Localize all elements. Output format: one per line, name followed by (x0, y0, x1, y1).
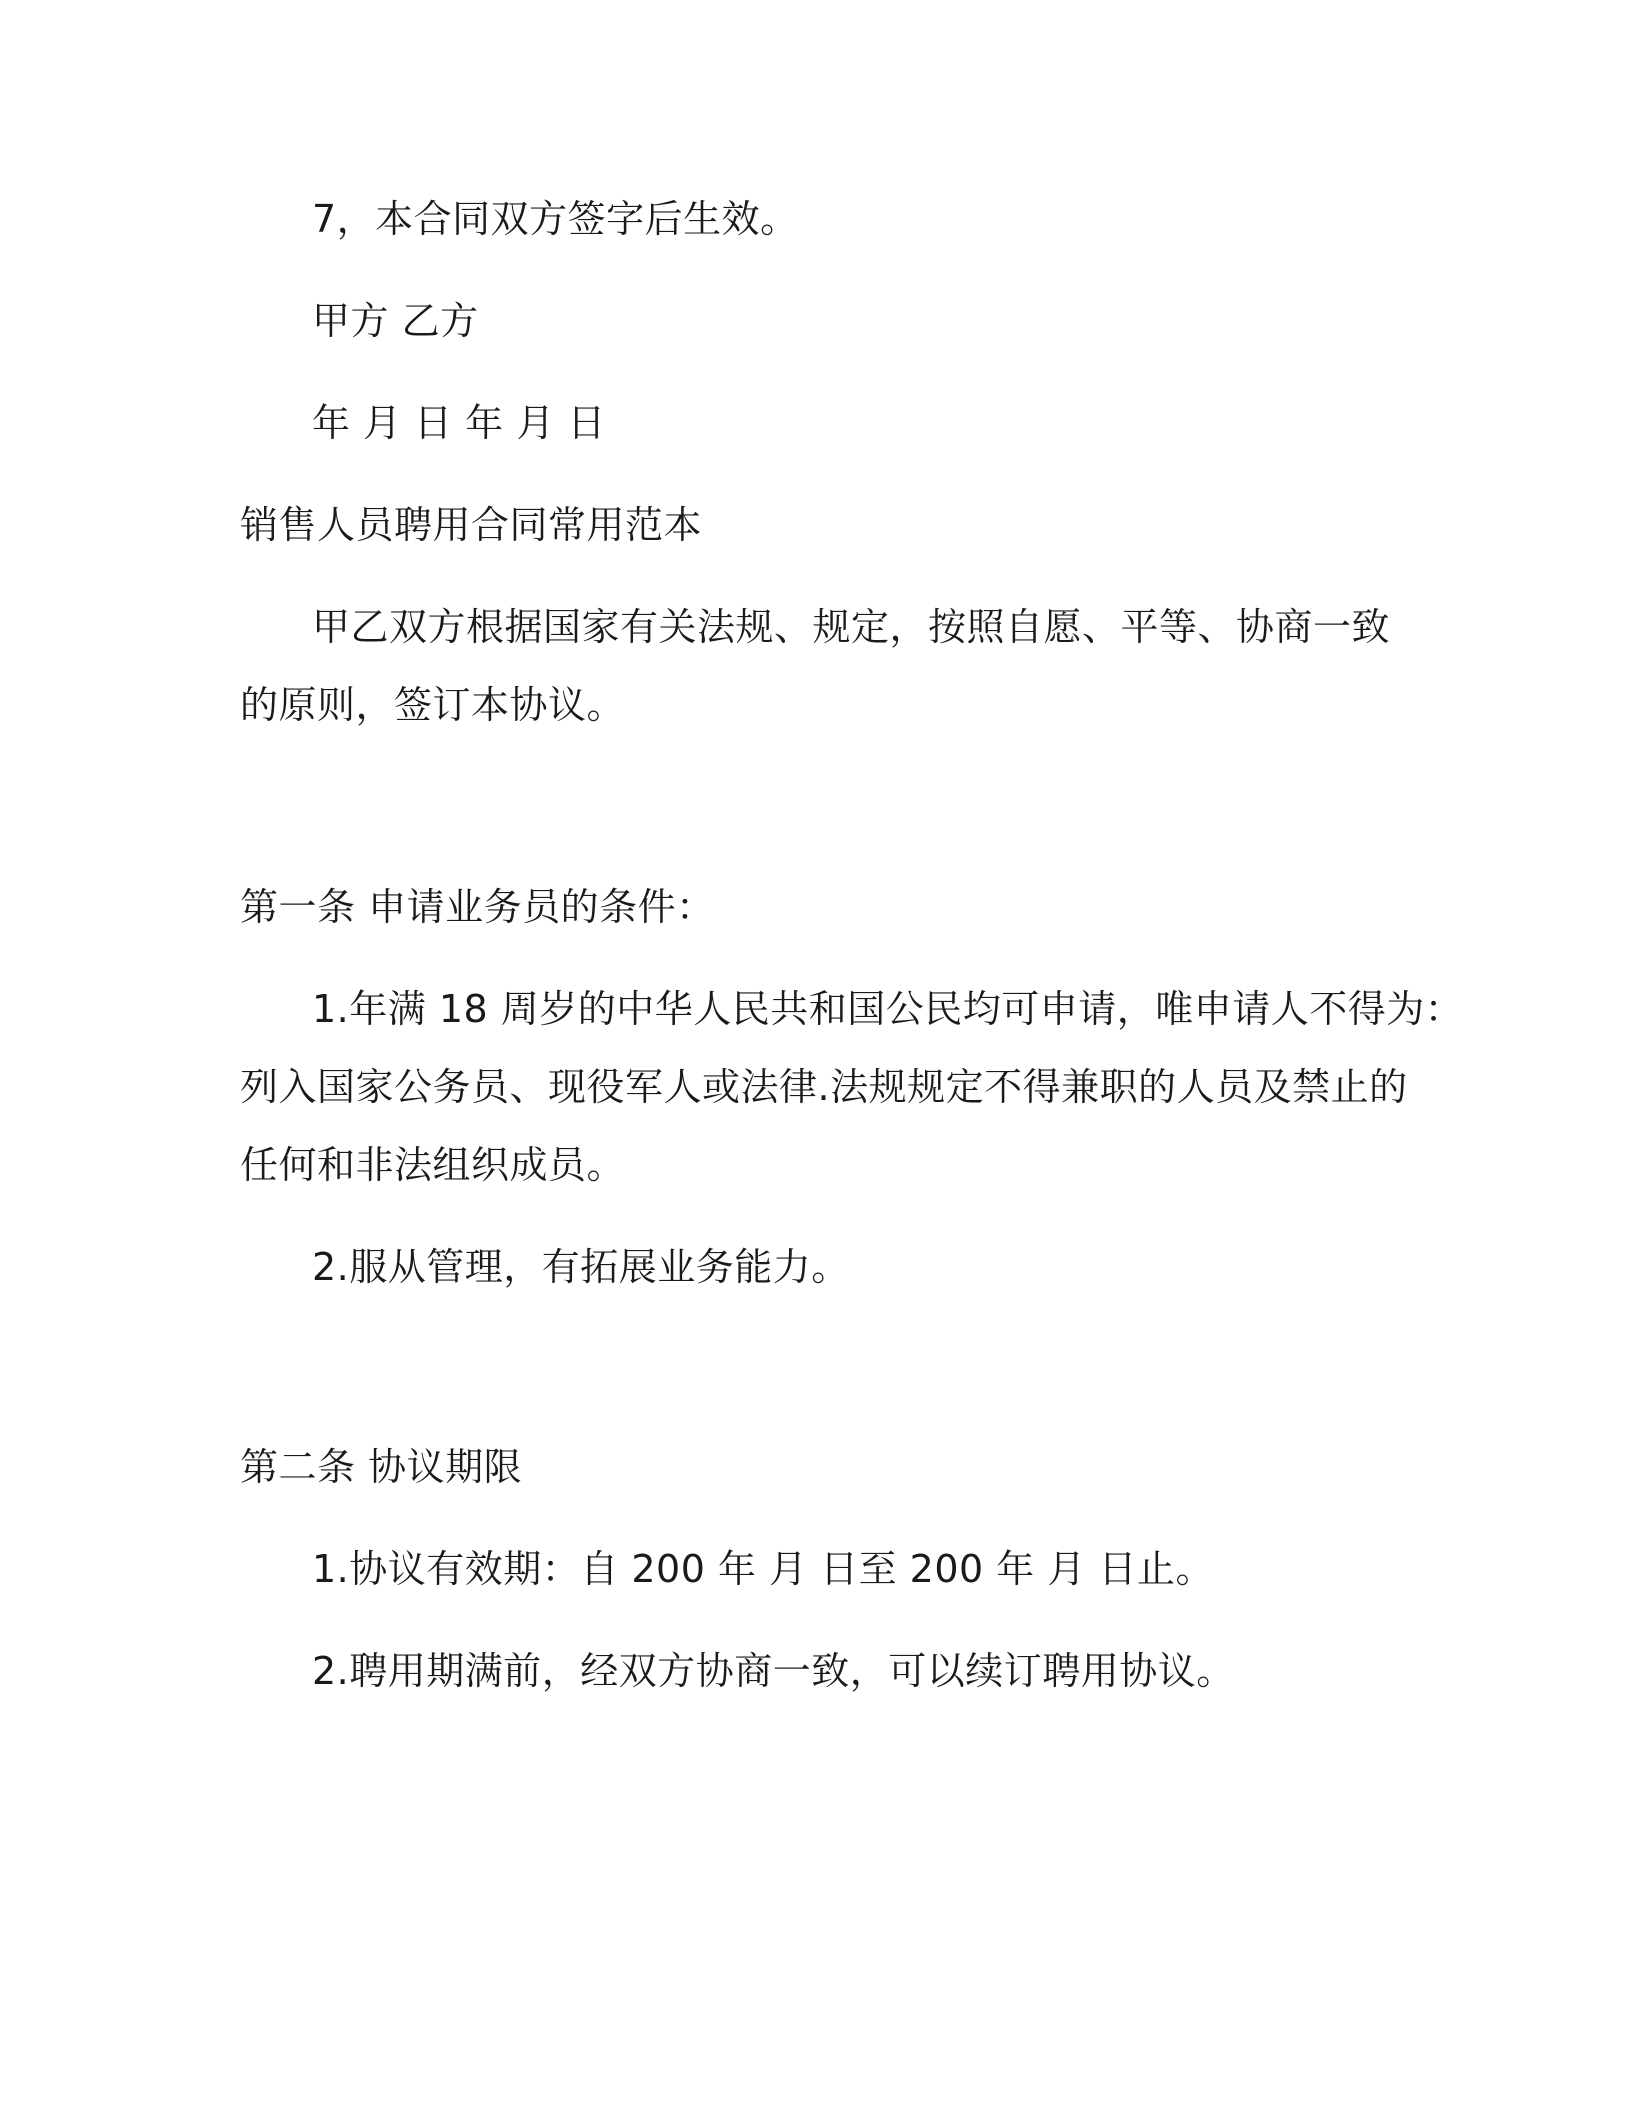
effective-clause: 7，本合同双方签字后生效。 (312, 197, 799, 241)
document-title: 销售人员聘用合同常用范本 (240, 503, 703, 547)
intro-line-1: 甲乙双方根据国家有关法规、规定，按照自愿、平等、协商一致 (312, 605, 1391, 649)
article-1-item-1-line-2: 列入国家公务员、现役军人或法律.法规规定不得兼职的人员及禁止的 (240, 1065, 1408, 1109)
intro-line-2: 的原则，签订本协议。 (240, 683, 626, 727)
article-2-item-1: 1.协议有效期：自 200 年 月 日至 200 年 月 日止。 (312, 1547, 1214, 1591)
signing-dates: 年 月 日 年 月 日 (312, 401, 606, 445)
article-2-heading: 第二条 协议期限 (240, 1445, 523, 1489)
article-1-item-1-line-3: 任何和非法组织成员。 (240, 1143, 626, 1187)
article-1-item-1-line-1: 1.年满 18 周岁的中华人民共和国公民均可申请，唯申请人不得为： (312, 987, 1464, 1031)
signing-parties: 甲方 乙方 (312, 299, 479, 343)
article-1-heading: 第一条 申请业务员的条件： (240, 885, 715, 929)
article-2-item-2: 2.聘用期满前，经双方协商一致，可以续订聘用协议。 (312, 1649, 1235, 1693)
article-1-item-2: 2.服从管理，有拓展业务能力。 (312, 1245, 850, 1289)
